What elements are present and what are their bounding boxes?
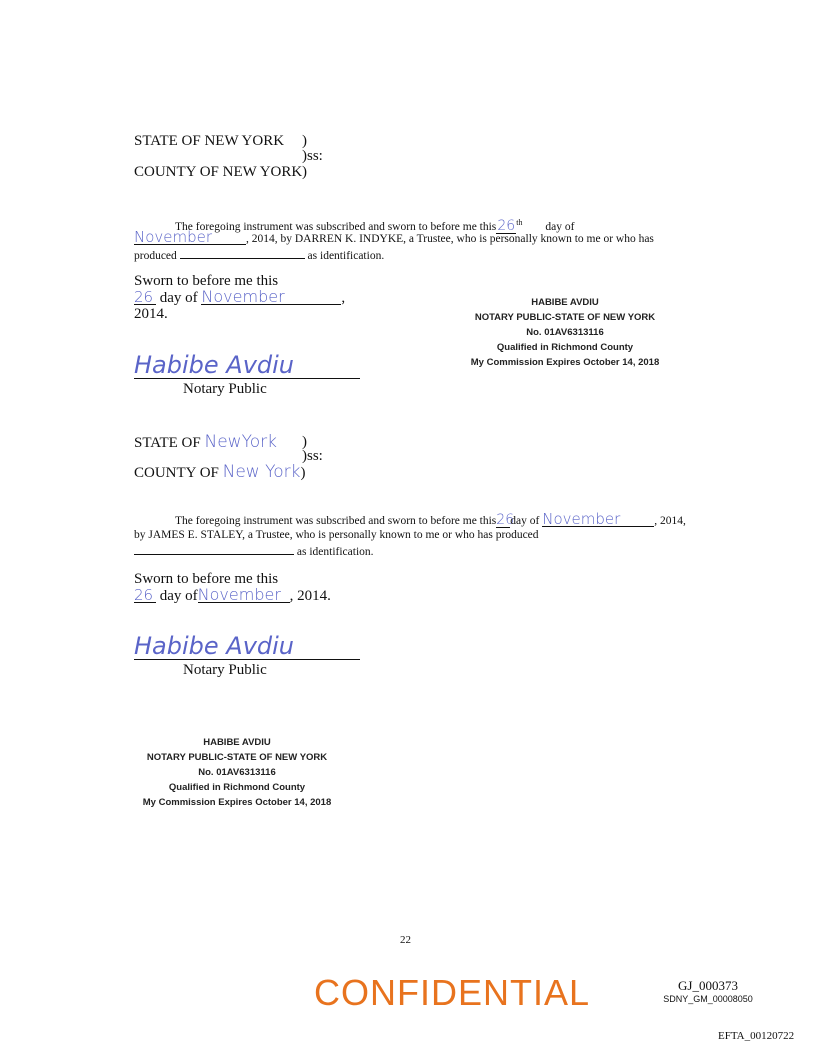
state-line: STATE OF NEW YORK — [134, 133, 285, 149]
notary-signature-2: Habibe Avdiu — [134, 633, 360, 660]
sworn-comma: , — [341, 290, 346, 306]
sworn2-handwritten-month: November — [198, 588, 290, 603]
day-of-text-2: day of — [510, 515, 540, 527]
county-prefix: COUNTY OF — [134, 465, 219, 481]
jurat-line-2 — [134, 230, 654, 247]
jurat2-line-1 — [175, 512, 686, 529]
sworn-year: 2014. — [134, 306, 168, 322]
identification-text: as identification. — [307, 250, 385, 262]
sworn2-day-of: day of — [159, 588, 198, 604]
stamp-name: HABIBE AVDIU — [531, 297, 599, 308]
stamp-number: No. 01AV6313116 — [526, 327, 604, 338]
jurat-text-2: , 2014, by DARREN K. INDYKE, a Trustee, who is personally known to me or who has — [246, 233, 654, 245]
notary-stamp — [460, 295, 670, 370]
identification-text-2: as identification. — [296, 546, 374, 558]
ss-mark-2: )ss: — [302, 448, 323, 464]
handwritten-month-2: November — [542, 512, 654, 527]
state-prefix: STATE OF — [134, 435, 201, 451]
county-line-2 — [134, 462, 305, 482]
blank-line-2 — [134, 542, 294, 555]
produced-text: produced — [134, 250, 177, 262]
day-of-text: day of — [545, 220, 575, 233]
th-suffix: th — [516, 218, 523, 227]
sworn-day-of: day of — [159, 290, 198, 306]
handwritten-state: NewYork — [204, 432, 277, 452]
paren-bottom: ) — [302, 164, 307, 180]
sdny-number: SDNY_GM_00008050 — [663, 994, 753, 1004]
stamp2-title: NOTARY PUBLIC-STATE OF NEW YORK — [146, 752, 328, 763]
ss-mark: )ss: — [302, 148, 323, 164]
stamp2-county: Qualified in Richmond County — [168, 782, 306, 793]
blank-line — [180, 246, 305, 259]
notary-stamp-2 — [132, 735, 342, 810]
sworn2-line-2 — [134, 585, 331, 605]
stamp2-expires: My Commission Expires October 14, 2018 — [142, 797, 332, 808]
sworn-handwritten-day: 26 — [134, 290, 156, 305]
handwritten-day-2: 26 — [496, 512, 515, 528]
jurat2-line-2: by JAMES E. STALEY, a Trustee, who is personally known to me or who has produced — [134, 529, 539, 541]
stamp2-name: HABIBE AVDIU — [203, 737, 271, 748]
jurat2-text-1: The foregoing instrument was subscribed and sworn to before me this — [175, 515, 497, 527]
notary-signature: Habibe Avdiu — [134, 352, 360, 379]
stamp-title: NOTARY PUBLIC-STATE OF NEW YORK — [474, 312, 656, 323]
handwritten-day: 26 — [497, 217, 516, 234]
stamp-expires: My Commission Expires October 14, 2018 — [470, 357, 660, 368]
sworn-handwritten-month: November — [201, 290, 341, 305]
paren-top-2: ) — [302, 434, 307, 450]
state-line-2 — [134, 432, 277, 452]
jurat-text-1: The foregoing instrument was subscribed and sworn to before me this — [175, 220, 497, 233]
paren-bottom-2: ) — [300, 465, 306, 481]
sworn-line-2 — [134, 287, 346, 307]
sworn2-line-1: Sworn to before me this — [134, 571, 279, 587]
sworn-line-1: Sworn to before me this — [134, 273, 279, 289]
page-number: 22 — [400, 934, 411, 946]
handwritten-month: November — [134, 230, 246, 245]
notary-public-label: Notary Public — [183, 381, 267, 397]
county-line: COUNTY OF NEW YORK — [134, 164, 303, 180]
year-text-2: , 2014, — [654, 515, 686, 527]
handwritten-county: New York — [222, 462, 301, 482]
paren-top: ) — [302, 133, 307, 149]
notary-public-label-2: Notary Public — [183, 662, 267, 678]
stamp-county: Qualified in Richmond County — [496, 342, 634, 353]
sworn2-handwritten-day: 26 — [134, 588, 156, 603]
sworn2-year: , 2014. — [289, 588, 331, 604]
confidential-label: CONFIDENTIAL — [314, 972, 591, 1013]
jurat-line-3 — [134, 246, 384, 264]
efta-number: EFTA_00120722 — [718, 1030, 795, 1042]
stamp2-number: No. 01AV6313116 — [198, 767, 276, 778]
jurat2-line-3 — [134, 542, 374, 560]
bates-number: GJ_000373 — [678, 978, 738, 993]
